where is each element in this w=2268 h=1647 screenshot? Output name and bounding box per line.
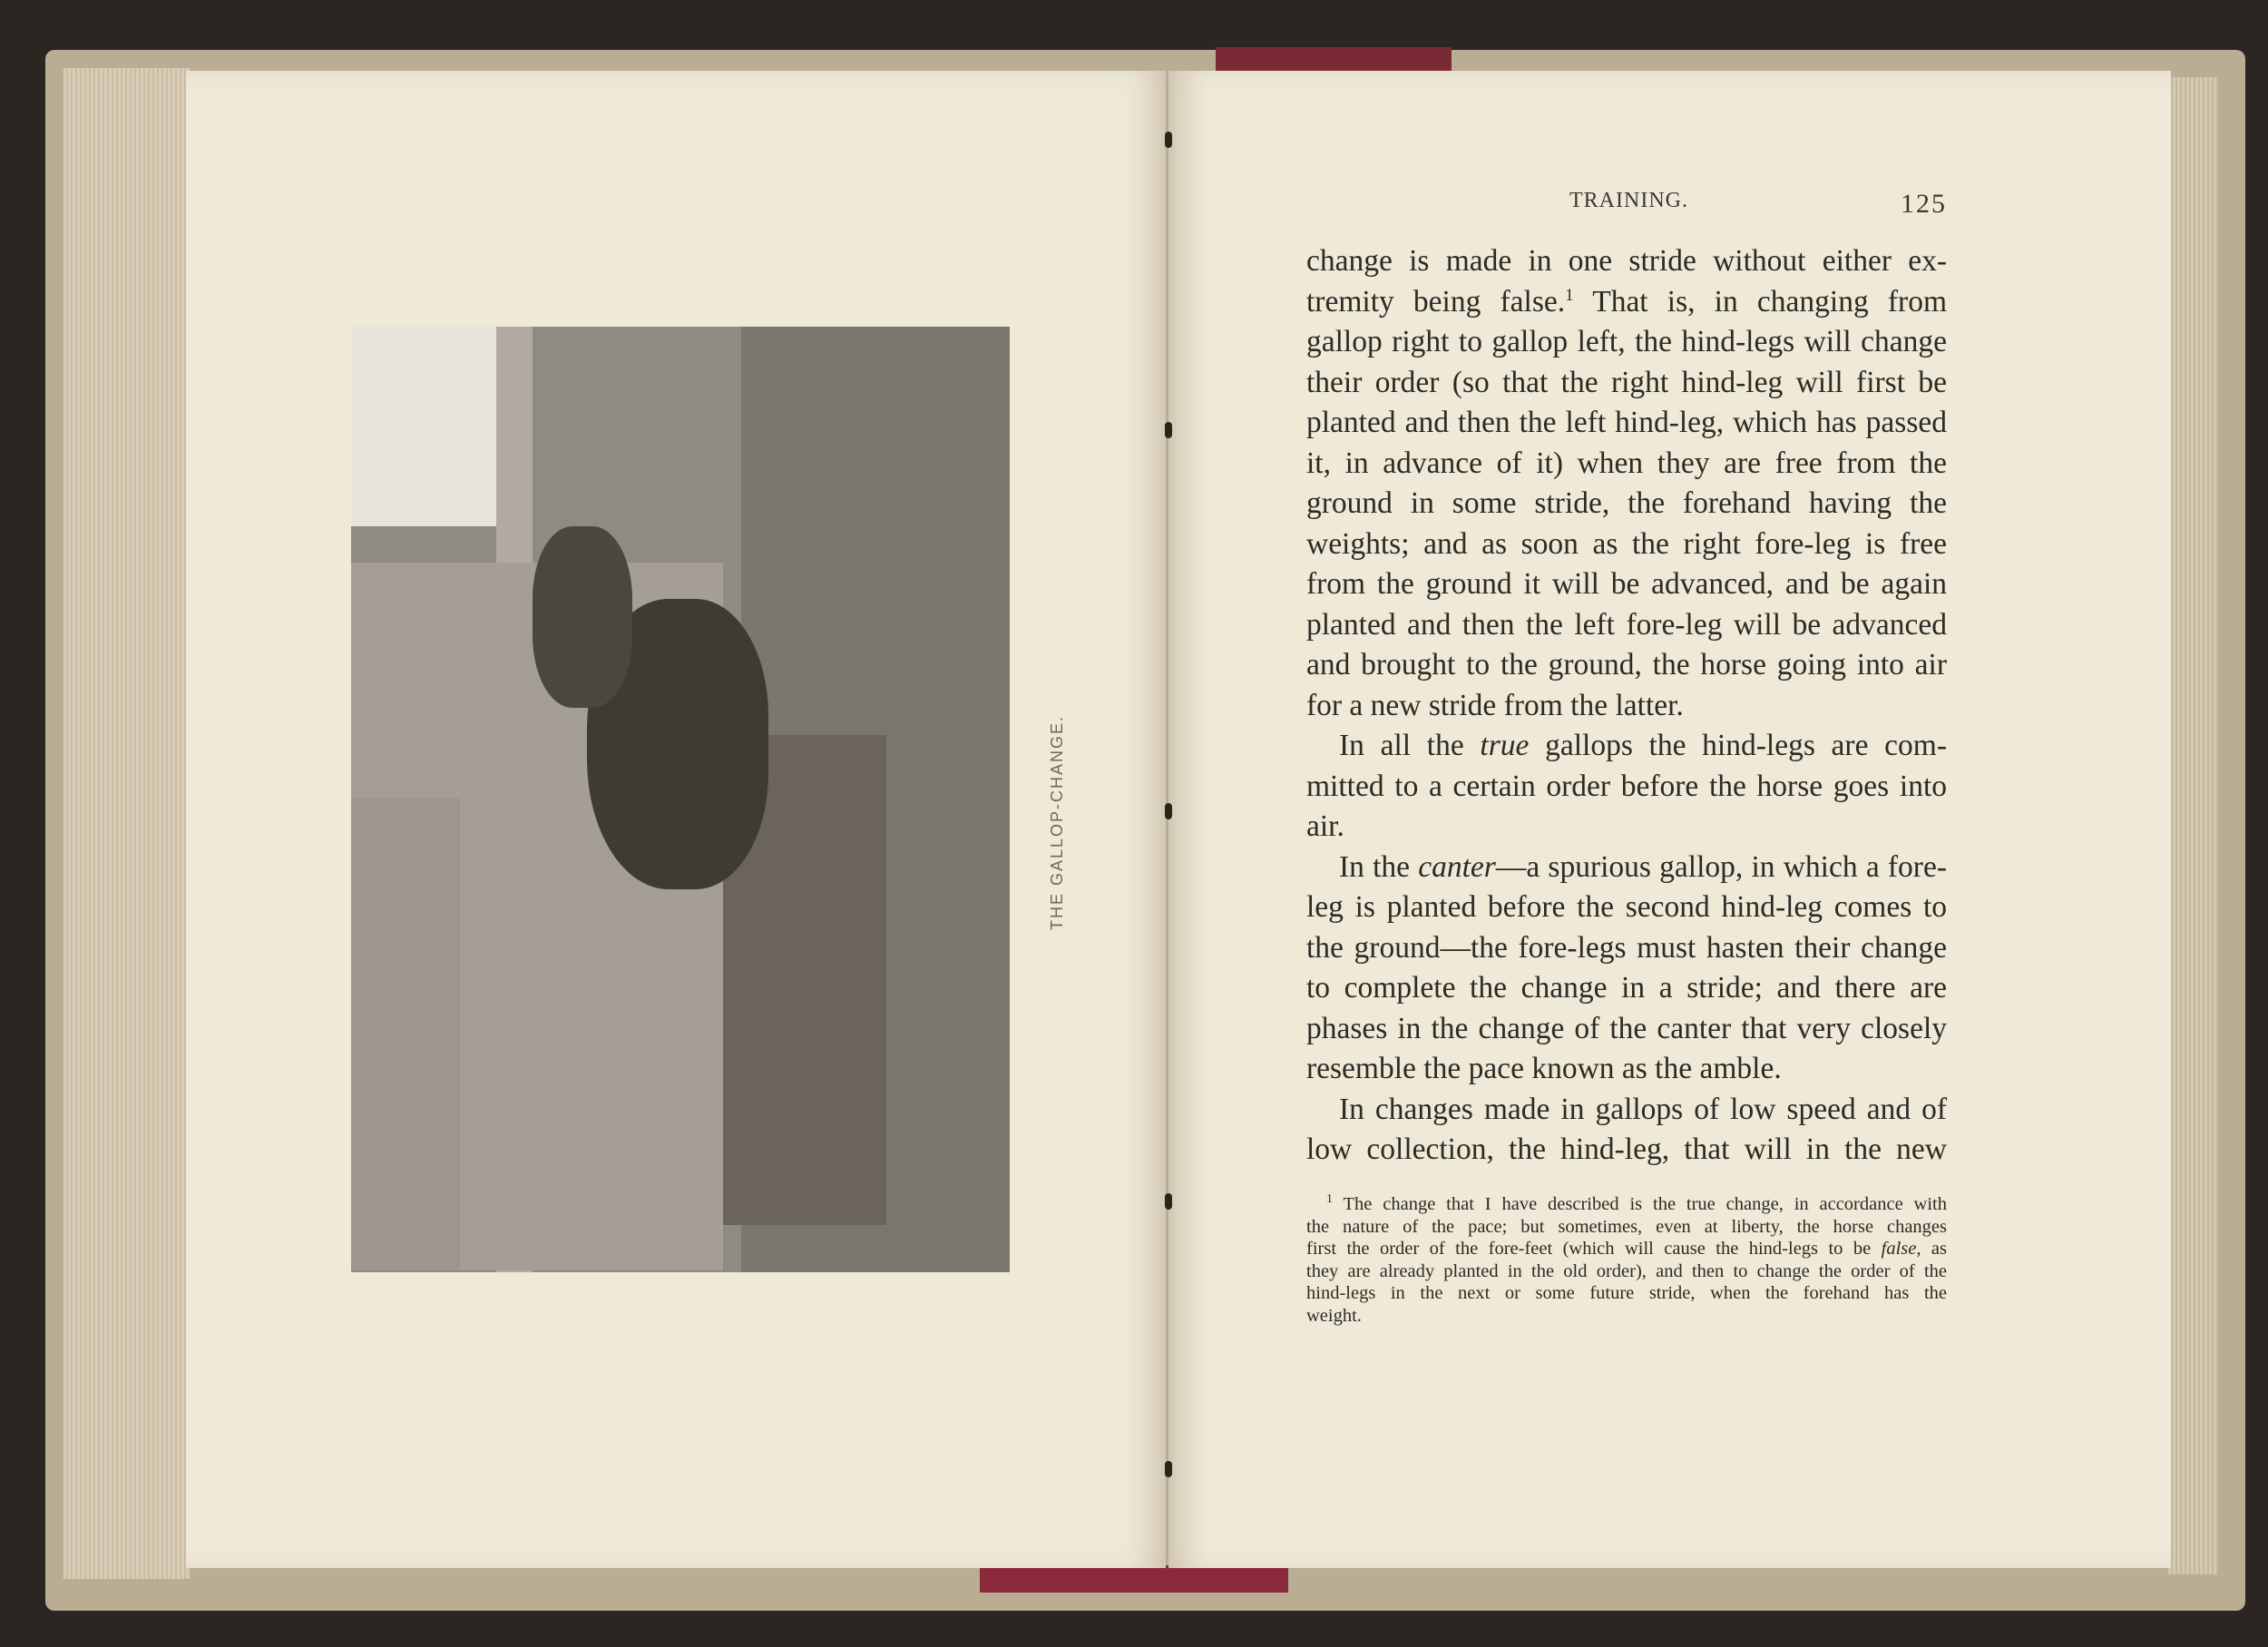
text-line — [1306, 1305, 1947, 1328]
line-text: from the ground it will be advanced, and be again — [1306, 567, 1947, 601]
text-line — [1306, 1193, 1947, 1216]
text-line — [1306, 686, 1947, 727]
text-line — [1306, 1130, 1947, 1171]
text-line — [1306, 726, 1947, 767]
italic-term: false — [1881, 1239, 1917, 1259]
horse-head — [533, 526, 632, 708]
line-text: tremity being false. — [1306, 284, 1566, 319]
building-facade — [351, 799, 460, 1270]
text-line — [1306, 968, 1947, 1009]
plate-caption: THE GALLOP-CHANGE. — [1048, 714, 1066, 930]
text-line — [1306, 928, 1947, 969]
text-line — [1306, 645, 1947, 686]
line-text: , as — [1916, 1239, 1947, 1259]
text-line — [1306, 524, 1947, 565]
line-text: In the — [1339, 849, 1419, 884]
text-line — [1306, 767, 1947, 808]
line-text: resemble the pace known as the amble. — [1306, 1052, 1782, 1085]
line-text: leg is planted before the second hind-leg comes to — [1306, 890, 1947, 924]
text-line — [1306, 807, 1947, 848]
text-line — [1306, 848, 1947, 888]
line-text: weight. — [1306, 1305, 1362, 1326]
line-text: In all the — [1339, 729, 1481, 762]
text-line — [1306, 363, 1947, 404]
line-text: planted and then the left hind-leg, which has passed — [1306, 406, 1947, 439]
line-text: to complete the change in a stride; and there are — [1306, 971, 1947, 1005]
text-line — [1306, 1238, 1947, 1260]
binding-stitch — [1165, 1193, 1172, 1210]
text-line — [1306, 484, 1947, 524]
binding-stitch — [1165, 1461, 1172, 1477]
page-edges-left — [64, 68, 191, 1579]
body-text — [1306, 241, 1947, 1171]
line-text: —a spurious gallop, in which a fore- — [1495, 849, 1947, 884]
footnote — [1306, 1193, 1947, 1327]
text-line — [1306, 1090, 1947, 1131]
line-text: hind-legs in the next or some future stride, when the forehand has the — [1306, 1283, 1947, 1303]
spine-cloth — [980, 1565, 1288, 1593]
binding-stitch — [1165, 803, 1172, 819]
text-line — [1306, 605, 1947, 646]
text-line — [1306, 444, 1947, 485]
line-text: the ground—the fore-legs must hasten their change — [1306, 930, 1947, 965]
page-edges-right — [2168, 77, 2218, 1574]
italic-term: canter — [1418, 849, 1496, 884]
text-line — [1306, 1049, 1947, 1090]
plate-photograph-horse-gallop-change — [351, 327, 1010, 1272]
text-line — [1306, 564, 1947, 605]
line-text: their order (so that the right hind-leg will first be — [1306, 365, 1947, 399]
binding-stitch — [1165, 132, 1172, 148]
line-text: air. — [1306, 809, 1344, 843]
page-number: 125 — [1901, 189, 1947, 219]
line-text: mitted to a certain order before the horse goes into — [1306, 769, 1947, 803]
line-text: planted and then the left fore-leg will be advanced — [1306, 607, 1947, 642]
footnote-marker: 1 — [1326, 1192, 1333, 1207]
line-text: and brought to the ground, the horse going into air — [1306, 648, 1947, 681]
text-line — [1306, 887, 1947, 928]
footnote-ref: 1 — [1565, 285, 1574, 305]
line-text: for a new stride from the latter. — [1306, 688, 1684, 722]
line-text: ground in some stride, the forehand having the — [1306, 486, 1947, 520]
line-text: phases in the change of the canter that very closely — [1306, 1011, 1947, 1045]
line-text: gallops the hind-legs are com- — [1529, 729, 1947, 762]
text-line — [1306, 241, 1947, 282]
text-line — [1306, 1282, 1947, 1305]
line-text: gallop right to gallop left, the hind-legs will change — [1306, 325, 1947, 358]
line-text: they are already planted in the old order), and then to change the order of the — [1306, 1260, 1947, 1281]
line-text: In changes made in gallops of low speed and of — [1339, 1092, 1947, 1126]
text-line — [1306, 322, 1947, 363]
text-line — [1306, 282, 1947, 323]
line-text: first the order of the fore-feet (which will cause the hind-legs to be — [1306, 1239, 1882, 1259]
running-header — [1306, 189, 1947, 225]
text-line — [1306, 403, 1947, 444]
text-line — [1306, 1260, 1947, 1283]
line-text: the nature of the pace; but sometimes, even at liberty, the horse changes — [1306, 1216, 1947, 1237]
italic-term: true — [1480, 729, 1530, 762]
line-text: low collection, the hind-leg, that will in the new — [1306, 1132, 1947, 1166]
text-line — [1306, 1009, 1947, 1050]
line-text: it, in advance of it) when they are free from the — [1306, 446, 1947, 480]
running-head: TRAINING. — [1569, 189, 1688, 212]
sky — [351, 327, 496, 526]
line-text: That is, in changing from — [1573, 284, 1948, 319]
line-text: The change that I have described is the true change, in accordance with — [1333, 1194, 1947, 1214]
spine-cloth — [1216, 47, 1452, 71]
binding-stitch — [1165, 422, 1172, 438]
line-text: weights; and as soon as the right fore-leg is free — [1306, 526, 1947, 561]
line-text: change is made in one stride without either ex- — [1306, 244, 1947, 278]
text-line — [1306, 1216, 1947, 1239]
